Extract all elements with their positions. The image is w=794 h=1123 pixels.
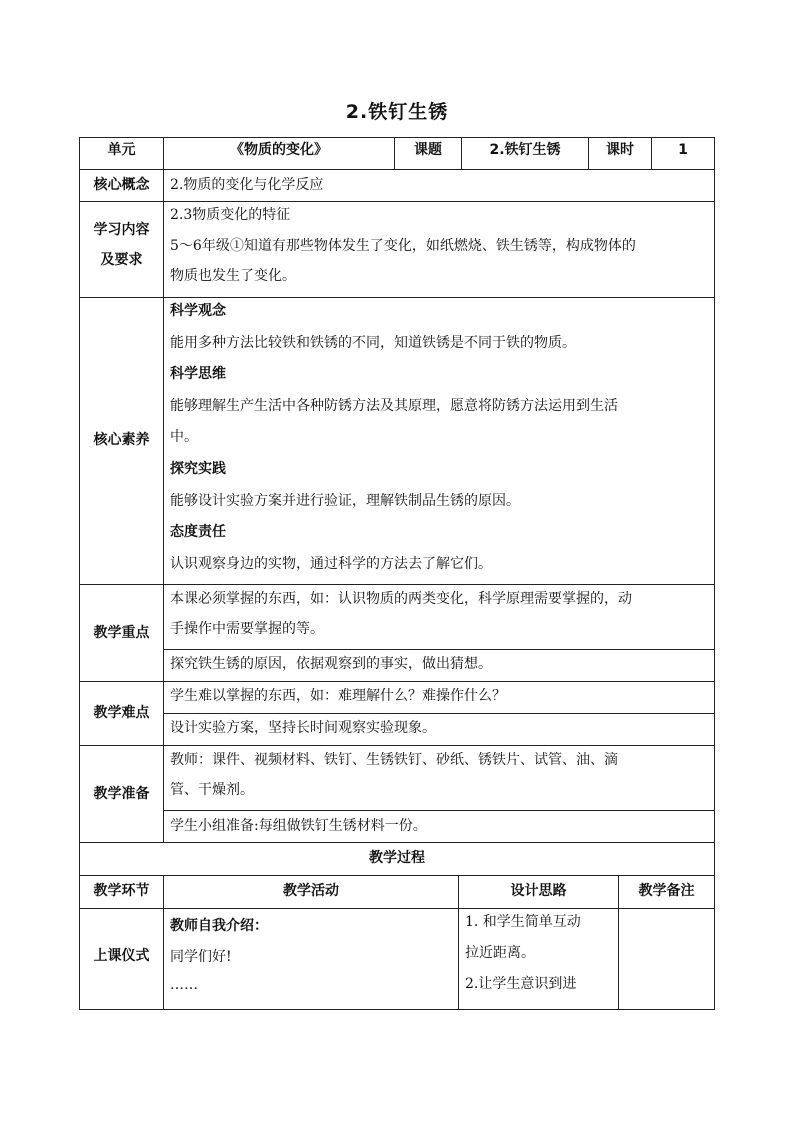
row-divider	[79, 169, 715, 170]
preparation-label: 教学准备	[93, 786, 150, 802]
activity-text: ……	[170, 977, 198, 993]
difficulties-text: 设计实验方案，坚持长时间观察实验现象。	[170, 720, 436, 736]
preparation-text: 学生小组准备:每组做铁钉生锈材料一份。	[170, 818, 427, 834]
unit-value: 《物质的变化》	[230, 142, 328, 158]
literacy-text: 中。	[170, 429, 198, 445]
activity-text: 同学们好!	[170, 949, 232, 965]
row-divider	[79, 584, 715, 585]
design-text: 拉近距离。	[465, 945, 535, 961]
learning-line: 物质也发生了变化。	[170, 268, 296, 284]
difficulties-text: 学生难以掌握的东西，如：难理解什么？难操作什么？	[170, 688, 506, 704]
topic-label: 课题	[414, 142, 442, 158]
literacy-text: 能用多种方法比较铁和铁锈的不同，知道铁锈是不同于铁的物质。	[170, 335, 576, 351]
key-points-text: 手操作中需要掌握的等。	[170, 621, 324, 637]
row-divider	[79, 745, 715, 746]
key-points-text: 探究铁生锈的原因，依据观察到的事实，做出猜想。	[170, 656, 492, 672]
literacy-heading: 探究实践	[170, 461, 226, 477]
row-divider	[79, 201, 715, 202]
column-header: 教学环节	[93, 883, 150, 899]
column-header: 设计思路	[510, 883, 567, 899]
column-header: 教学活动	[283, 883, 339, 899]
column-divider	[163, 137, 164, 843]
activity-heading: 教师自我介绍：	[170, 918, 268, 934]
preparation-text: 教师：课件、视频材料、铁钉、生锈铁钉、砂纸、锈铁片、试管、油、滴	[170, 752, 618, 768]
hours-label: 课时	[606, 142, 634, 158]
column-header: 教学备注	[638, 883, 695, 899]
row-divider	[79, 908, 715, 909]
row-divider	[79, 842, 715, 843]
literacy-text: 能够设计实验方案并进行验证，理解铁制品生锈的原因。	[170, 493, 520, 509]
learning-label-line1: 学习内容	[93, 222, 150, 238]
key-points-text: 本课必须掌握的东西，如：认识物质的两类变化，科学原理需要掌握的，动	[170, 591, 632, 607]
literacy-heading: 科学观念	[170, 303, 226, 319]
learning-line: 5～6年级①知道有那些物体发生了变化，如纸燃烧、铁生锈等，构成物体的	[170, 238, 636, 254]
difficulties-label: 教学难点	[93, 705, 150, 721]
learning-line: 2.3物质变化的特征	[170, 207, 291, 223]
row-divider	[79, 297, 715, 298]
core-concept-label: 核心概念	[93, 177, 150, 193]
literacy-label: 核心素养	[93, 432, 150, 448]
learning-label-line2: 及要求	[100, 252, 143, 268]
literacy-text: 认识观察身边的实物，通过科学的方法去了解它们。	[170, 556, 492, 572]
literacy-heading: 科学思维	[170, 366, 226, 382]
design-text: 2.让学生意识到进	[465, 976, 577, 992]
literacy-heading: 态度责任	[170, 524, 226, 540]
page-title: 2.铁钉生锈	[345, 101, 449, 123]
hours-value: 1	[678, 142, 688, 158]
stage-cell: 上课仪式	[93, 948, 150, 964]
core-concept-text: 2.物质的变化与化学反应	[170, 177, 324, 193]
preparation-text: 管、干燥剂。	[170, 782, 254, 798]
process-heading: 教学过程	[369, 850, 425, 866]
unit-label: 单元	[107, 142, 136, 158]
literacy-text: 能够理解生产生活中各种防锈方法及其原理，愿意将防锈方法运用到生活	[170, 398, 618, 414]
row-divider	[79, 875, 715, 876]
topic-value: 2.铁钉生锈	[489, 142, 561, 158]
row-divider	[163, 810, 715, 811]
row-divider	[163, 713, 715, 714]
row-divider	[79, 681, 715, 682]
key-points-label: 教学重点	[93, 625, 150, 641]
row-divider	[163, 649, 715, 650]
design-text: 1. 和学生简单互动	[465, 914, 581, 930]
